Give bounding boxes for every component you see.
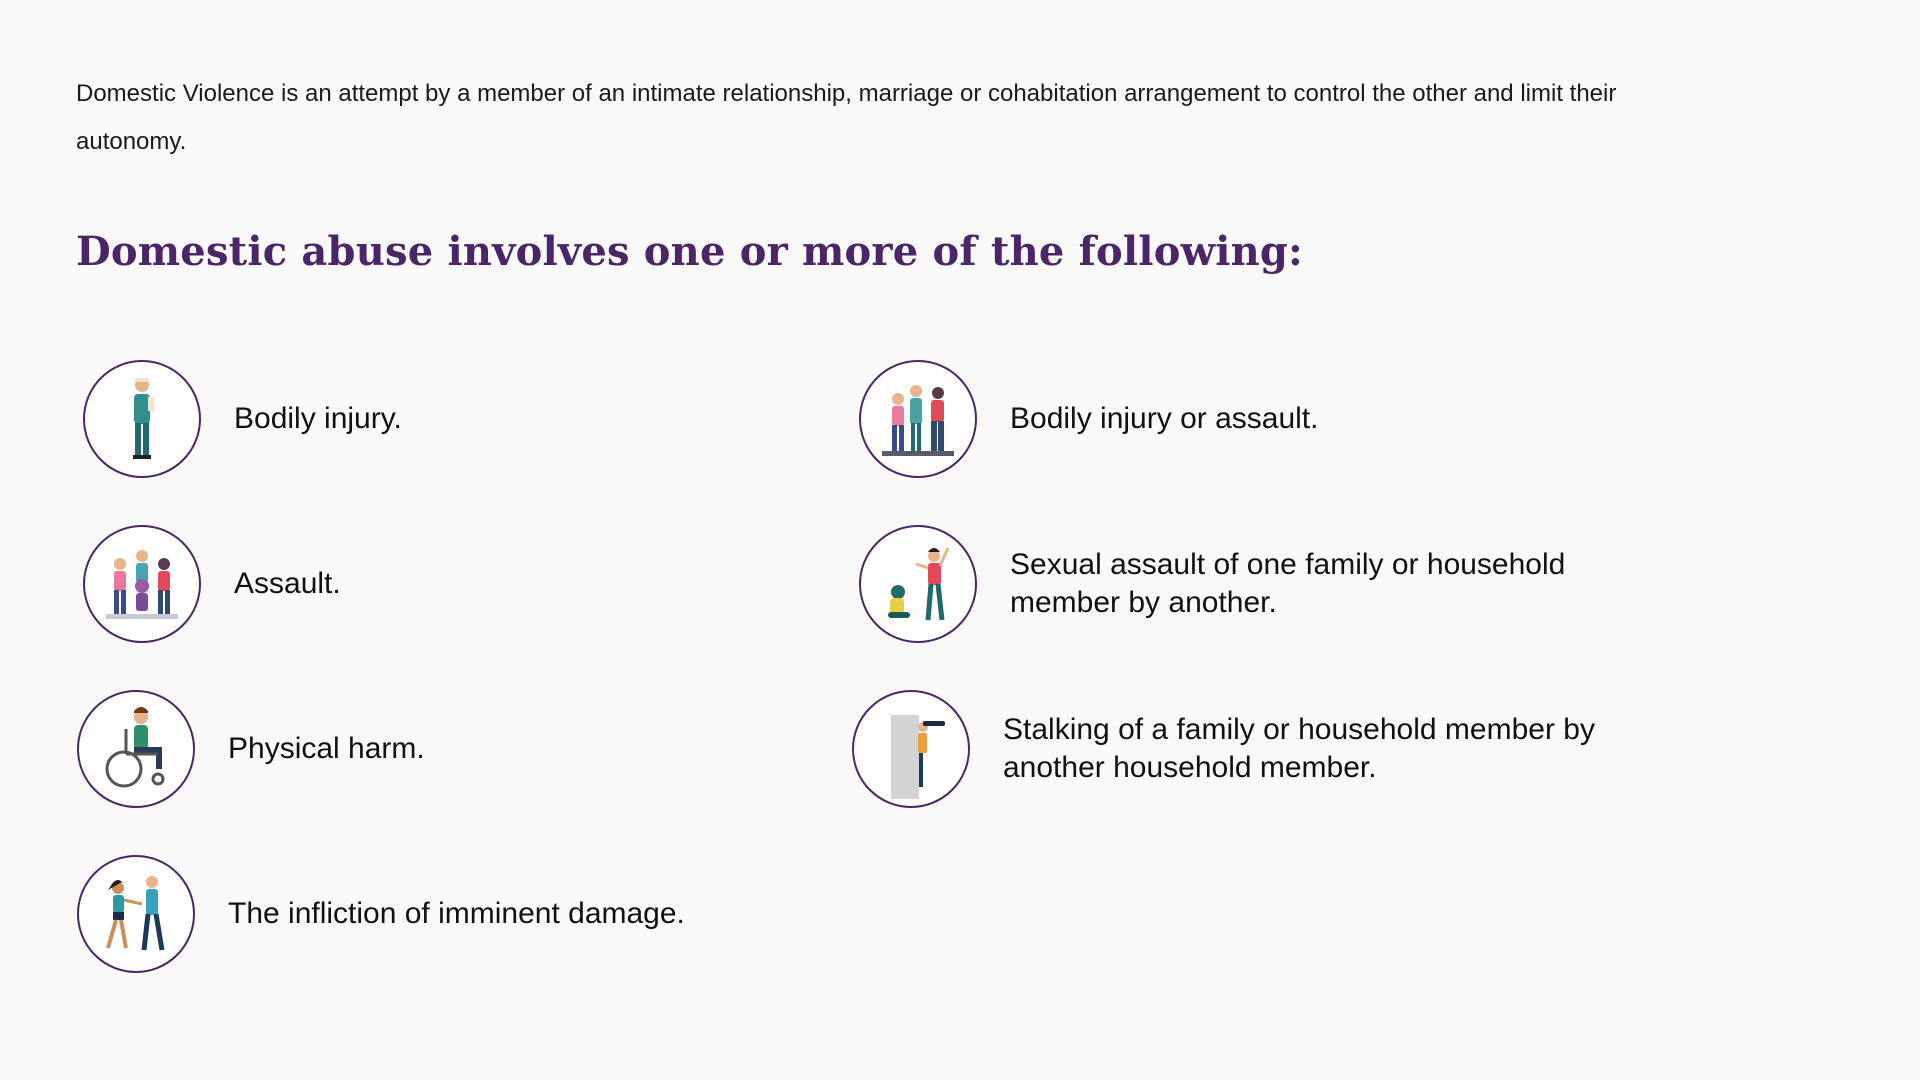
item-label: Sexual assault of one family or household member by another.	[1010, 548, 1566, 619]
item-label: The infliction of imminent damage.	[228, 897, 685, 930]
injured-person-icon	[83, 360, 201, 478]
victim-attacker-icon	[859, 525, 977, 643]
list-item	[852, 690, 1663, 808]
stalker-telescope-icon	[852, 690, 970, 808]
item-label: Bodily injury.	[234, 402, 402, 435]
list-item	[859, 525, 1630, 643]
group-assault-icon	[83, 525, 201, 643]
list-item	[77, 690, 425, 808]
section-heading: Domestic abuse involves one or more of the following:	[76, 228, 1304, 275]
list-item	[859, 360, 1318, 478]
list-item	[83, 525, 341, 643]
list-item	[83, 360, 402, 478]
intro-text: Domestic Violence is an attempt by a member of an intimate relationship, marriage or cohabitation arrangement to control the other and limit their autonomy.	[76, 80, 1617, 155]
struggle-couple-icon	[77, 855, 195, 973]
item-label: Assault.	[234, 567, 341, 600]
item-label: Physical harm.	[228, 732, 425, 765]
item-label: Bodily injury or assault.	[1010, 402, 1319, 435]
item-label: Stalking of a family or household member by another household member.	[1003, 713, 1595, 784]
group-fight-icon	[859, 360, 977, 478]
wheelchair-person-icon	[77, 690, 195, 808]
list-item	[77, 855, 685, 973]
